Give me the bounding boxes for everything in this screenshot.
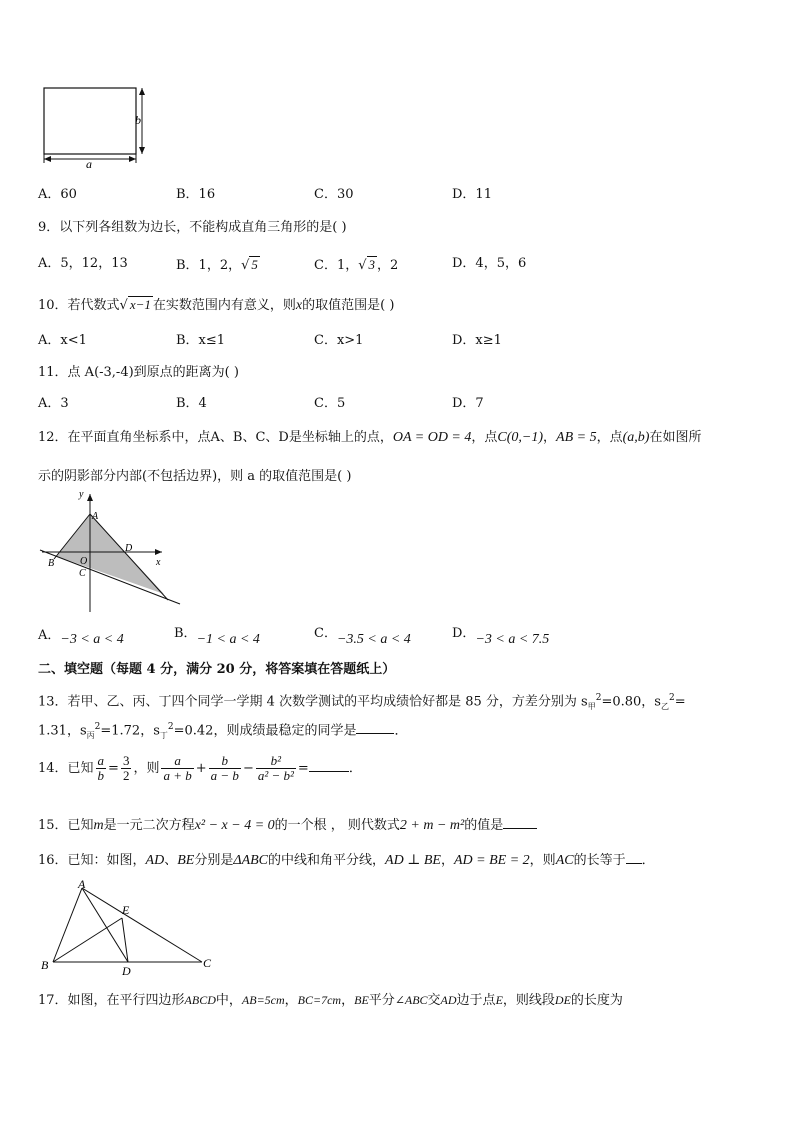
q12-expr-point: (a,b)	[622, 430, 650, 445]
q13-sub-ding: 丁	[159, 730, 168, 740]
label-D: D	[122, 964, 131, 978]
q13-answer-blank[interactable]	[356, 733, 394, 734]
q14-frac-b2-a2mb2: $\frac{\text{b²}}{\text{a² − b²}}$	[257, 753, 294, 783]
q13-line1-pre: 13．若甲、乙、丙、丁四个同学一学期 4 次数学测试的平均成绩恰好都是 85 分，方差分别为 s	[38, 694, 588, 710]
q11-option-c[interactable]: C．5	[314, 396, 346, 411]
q17-line: 17．如图，在平行四边形ABCD中，AB=5cm，BC=7cm，BE平分∠ABC交AD边于点E，则线段DE的长度为	[38, 993, 623, 1008]
q16-triangle-figure	[36, 878, 226, 978]
q9-stem: 9．以下列各组数为边长，不能构成直角三角形的是( )	[38, 220, 347, 235]
q12-option-c-letter: C．	[314, 626, 337, 641]
q12-option-a-letter: A．	[38, 628, 61, 643]
q9-option-c[interactable]: C．1，√ 3 ，2	[314, 257, 399, 273]
q12-post: 在如图所	[649, 430, 702, 445]
q12-expr-ab: AB = 5	[556, 430, 597, 445]
q10-stem-post: 的取值范围是( )	[302, 298, 395, 313]
rectangle-shape	[44, 88, 136, 154]
q12-expr-c: C(0,−1)	[497, 430, 544, 445]
q15-expression: 2 + m − m²	[399, 818, 465, 833]
label-C: C	[79, 568, 86, 579]
q12-option-b-expr: −1 < a < 4	[196, 632, 260, 647]
q13-line2-pre: 1.31，s	[38, 723, 87, 739]
q12-mid3: ，点	[596, 430, 623, 445]
q14-pre: 14．已知	[38, 761, 94, 776]
q15-var: m	[93, 818, 104, 833]
q11-option-d[interactable]: D．7	[452, 396, 484, 411]
rectangle-figure	[38, 82, 158, 170]
segment-ed	[122, 918, 128, 962]
q12-option-d-letter: D．	[452, 626, 476, 641]
label-C: C	[203, 956, 212, 970]
q12-option-a[interactable]	[38, 628, 124, 647]
q15-answer-blank[interactable]	[503, 828, 537, 829]
q12-stem-line2: 示的阴影部分内部(不包括边界)，则 a 的取值范围是( )	[38, 469, 352, 484]
q10-stem: 10．若代数式√ x−1 在实数范围内有意义，则x的取值范围是( )	[38, 297, 395, 313]
q12-coordinate-figure	[36, 488, 186, 616]
q12-option-c-expr: −3.5 < a < 4	[336, 632, 411, 647]
q10-stem-pre: 10．若代数式	[38, 298, 120, 313]
q9-option-c-radicand: 3	[368, 257, 376, 272]
q12-option-d[interactable]	[452, 626, 550, 647]
label-A: A	[78, 878, 86, 891]
q10-option-c[interactable]: C．x>1	[314, 333, 364, 348]
q10-option-a[interactable]: A．x<1	[38, 333, 87, 348]
q11-option-a[interactable]: A．3	[38, 396, 69, 411]
q12-stem-line1	[38, 430, 701, 446]
q12-option-b[interactable]	[174, 626, 260, 647]
label-A: A	[92, 511, 99, 522]
q9-option-c-text: C．1，	[314, 258, 359, 273]
q15-equation: x² − x − 4 = 0	[194, 818, 275, 833]
q13-line1-post: =	[674, 694, 686, 710]
q12-expr-oa-od: OA = OD = 4	[392, 430, 472, 445]
q12-mid1: ，点	[471, 430, 498, 445]
q13-sub-jia: 甲	[587, 701, 596, 711]
q10-option-b[interactable]: B．x≤1	[176, 333, 226, 348]
q12-option-d-expr: −3 < a < 7.5	[475, 632, 550, 647]
bisector-be	[53, 918, 122, 962]
q14-frac-a-b: $\frac{a}{b}$	[97, 753, 105, 783]
q9-option-a[interactable]: A．5，12，13	[38, 256, 128, 271]
q14-frac-3-2: $\frac{3}{2}$	[122, 753, 130, 783]
q8-option-d[interactable]: D．11	[452, 187, 492, 202]
label-E: E	[122, 903, 130, 917]
q10-var: x	[295, 298, 303, 313]
q8-option-c[interactable]: C．30	[314, 187, 354, 202]
q12-mid2: ，	[543, 430, 557, 445]
q13-sub-bing: 丙	[86, 730, 95, 740]
q9-option-d[interactable]: D．4，5，6	[452, 256, 527, 271]
q13-line1: 13．若甲、乙、丙、丁四个同学一学期 4 次数学测试的平均成绩恰好都是 85 分，方差分别为 $s_甲^2=0.80$，$s_乙^2=$	[38, 693, 686, 711]
q14-answer-blank[interactable]	[309, 771, 349, 772]
q12-option-b-letter: B．	[174, 626, 197, 641]
q12-stem-pre: 12．在平面直角坐标系中，点A、B、C、D是坐标轴上的点，	[38, 430, 393, 445]
label-O: O	[80, 556, 88, 567]
label-b: b	[135, 113, 141, 127]
q14-line: 14．已知 $\frac{a}{b}$ = $\frac{3}{2}$ ，则 $\frac{a}{a + b}$ + $\frac{b}{a - b}$ − $\frac{\text{b²}}{\text{a² − b²}}$ = ．	[38, 753, 362, 783]
q13-end: ．	[394, 723, 408, 739]
q16-answer-blank[interactable]	[626, 863, 642, 864]
q13-line1-mid: =0.80，s	[601, 694, 661, 710]
side-ac	[82, 888, 202, 962]
q12-option-c[interactable]	[314, 626, 411, 647]
q13-line2-post: =0.42，则成绩最稳定的同学是	[173, 723, 357, 739]
q12-option-a-expr: −3 < a < 4	[60, 632, 124, 647]
label-D: D	[125, 543, 133, 554]
q11-stem: 11．点 A(-3,-4)到原点的距离为( )	[38, 365, 239, 380]
side-ab	[53, 888, 82, 962]
shaded-region	[56, 514, 164, 594]
q9-option-b-text: B．1，2，	[176, 258, 242, 273]
median-ad	[82, 888, 128, 962]
q14-mid: ，则	[133, 761, 160, 776]
label-y: y	[79, 489, 84, 500]
q15-line: 15．已知m是一元二次方程x² − x − 4 = 0的一个根 ， 则代数式2 + m − m²的值是	[38, 818, 537, 834]
q8-option-b[interactable]: B．16	[176, 187, 216, 202]
q9-option-c-tail: ，2	[377, 258, 399, 273]
q10-radicand: x−1	[129, 297, 151, 312]
q13-sub-yi: 乙	[660, 701, 669, 711]
q13-line2: 1.31，$s_丙^2=1.72$，$s_丁^2=0.42$，则成绩最稳定的同学是 ．	[38, 722, 408, 740]
label-a: a	[86, 157, 92, 170]
label-B: B	[48, 558, 55, 569]
q16-line: 16．已知：如图，AD、BE分别是ΔABC的中线和角平分线，AD ⊥ BE，AD = BE = 2，则AC的长等于 ．	[38, 853, 655, 868]
label-B: B	[41, 958, 49, 972]
q10-option-d[interactable]: D．x≥1	[452, 333, 502, 348]
q14-frac-a-apb: $\frac{a}{a + b}$	[163, 753, 192, 783]
q13-line2-mid: =1.72，s	[100, 723, 160, 739]
q11-option-b[interactable]: B．4	[176, 396, 207, 411]
q9-option-b[interactable]: B．1，2，√ 5	[176, 257, 258, 273]
q10-stem-mid: 在实数范围内有意义，则	[152, 298, 296, 313]
q8-option-a[interactable]: A．60	[38, 187, 77, 202]
label-x: x	[156, 557, 161, 568]
q14-frac-b-amb: $\frac{b}{a - b}$	[210, 753, 239, 783]
section-2-title: 二、填空题（每题 4 分，满分 20 分，将答案填在答题纸上）	[38, 662, 396, 677]
q9-option-b-radicand: 5	[251, 257, 258, 272]
